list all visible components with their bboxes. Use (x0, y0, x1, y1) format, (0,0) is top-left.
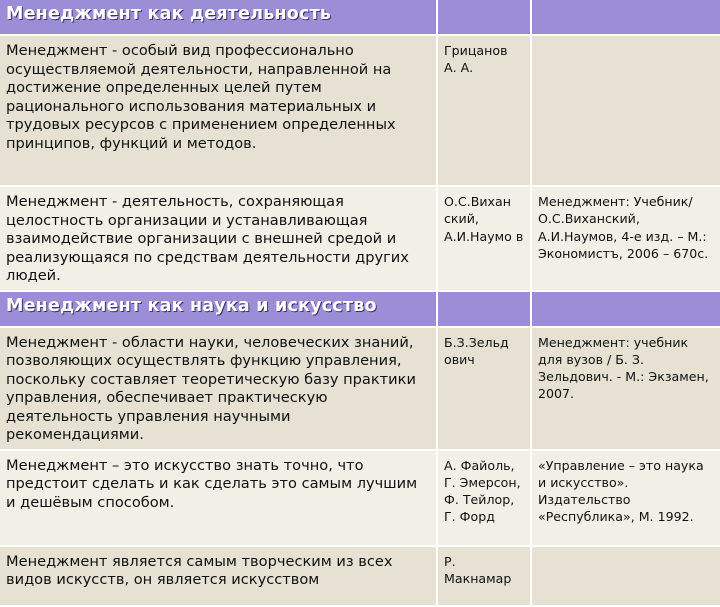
author-cell: Б.З.Зельд ович (438, 328, 532, 451)
definition-cell: Менеджмент - деятельность, сохраняющая целостность организации и устанавливающая взаимодействие организации с внешней средой и реализующаяся по средствам деятельности других людей. (0, 187, 438, 292)
definition-cell: Менеджмент - области науки, человеческих знаний, позволяющих осуществлять функцию управления, поскольку составляет теоретическую базу практики управления, обеспечивает практическую деятельность управления научными рекомендациями. (0, 328, 438, 451)
header-empty-cell (532, 0, 720, 36)
header-empty-cell (438, 292, 532, 328)
table-row (0, 451, 720, 547)
author-cell: А. Файоль, Г. Эмерсон, Ф. Тейлор, Г. Форд (438, 451, 532, 547)
definition-cell: Менеджмент - особый вид профессионально осуществляемой деятельности, направленной на достижение определенных целей путем рационального использования материальных и трудовых ресурсов с применением определенных принципов, функций и методов. (0, 36, 438, 187)
table-row (0, 547, 720, 607)
source-cell: Менеджмент: Учебник/ О.С.Виханский, А.И.Наумов, 4-е изд. – М.: Экономистъ, 2006 – 670с. (532, 187, 720, 292)
section-title: Менеджмент как деятельность (0, 0, 438, 36)
source-cell: «Управление – это наука и искусство». Издательство «Республика», М. 1992. (532, 451, 720, 547)
source-cell (532, 36, 720, 187)
section-title: Менеджмент как наука и искусство (0, 292, 438, 328)
header-empty-cell (438, 0, 532, 36)
header-empty-cell (532, 292, 720, 328)
table-row (0, 328, 720, 451)
definition-cell: Менеджмент – это искусство знать точно, что предстоит сделать и как сделать это самым лучшим и дешёвым способом. (0, 451, 438, 547)
section-header-activity (0, 0, 720, 36)
table-row (0, 187, 720, 292)
definition-cell: Менеджмент является самым творческим из всех видов искусств, он является искусством (0, 547, 438, 607)
author-cell: Р. Макнамар (438, 547, 532, 607)
section-header-science-art (0, 292, 720, 328)
table-row (0, 36, 720, 187)
author-cell: О.С.Вихан ский, А.И.Наумо в (438, 187, 532, 292)
author-cell: Грицанов А. А. (438, 36, 532, 187)
source-cell (532, 547, 720, 607)
source-cell: Менеджмент: учебник для вузов / Б. З. Зельдович. - М.: Экзамен, 2007. (532, 328, 720, 451)
